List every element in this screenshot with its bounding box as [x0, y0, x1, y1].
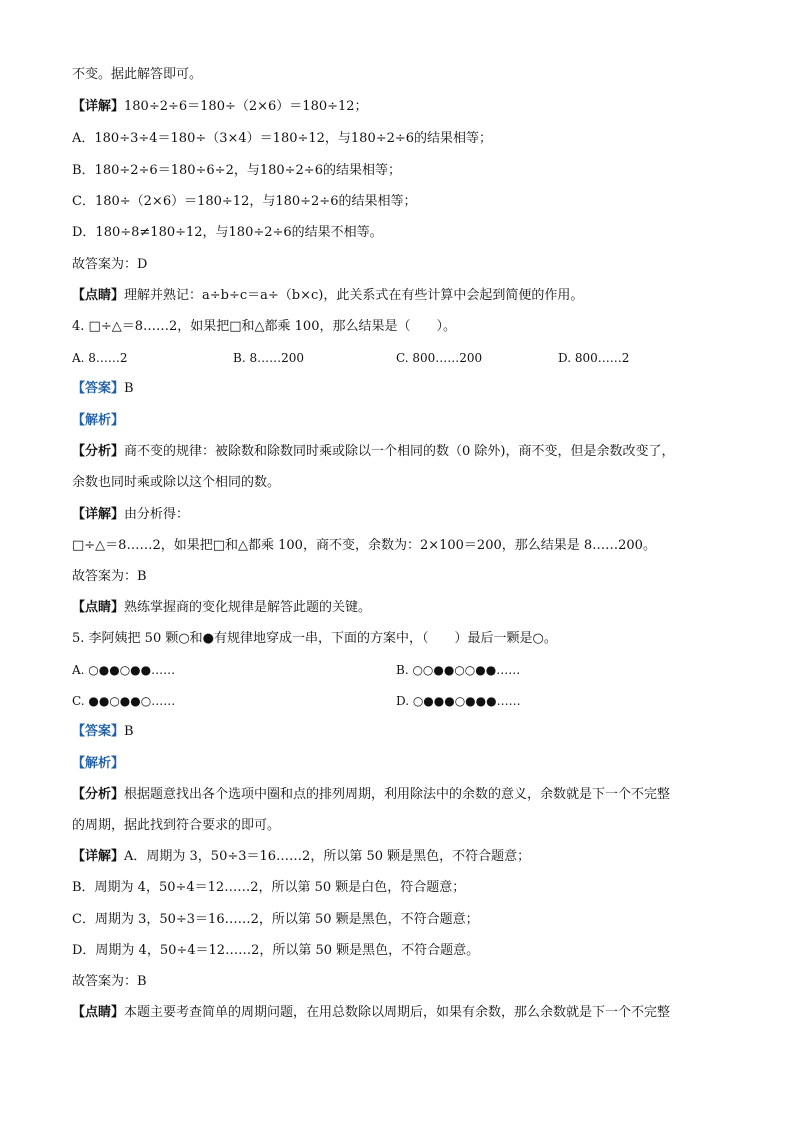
- q5-option-c: C. ●●○●●○……: [72, 694, 176, 708]
- text-line: 余数也同时乘或除以这个相同的数。: [72, 475, 281, 490]
- q4-option-a: A. 8……2: [72, 351, 128, 365]
- q4-option-d: D. 800……2: [558, 351, 630, 365]
- text-line: 故答案为：B: [72, 569, 147, 584]
- section-tag: 【点睛】: [72, 288, 125, 303]
- text-line: C．周期为 3，50÷3＝16……2，所以第 50 颗是黑色，不符合题意；: [72, 912, 479, 927]
- answer-line: 【答案】B: [72, 381, 134, 396]
- text-line: 【点睛】熟练掌握商的变化规律是解答此题的关键。: [72, 600, 372, 615]
- analysis-heading: 【解析】: [72, 756, 125, 771]
- q4-option-c: C. 800……200: [396, 351, 483, 365]
- text-line: B．180÷2÷6＝180÷6÷2，与180÷2÷6的结果相等；: [72, 163, 401, 178]
- analysis-heading: 【解析】: [72, 413, 125, 428]
- section-tag: 【点睛】: [72, 600, 125, 615]
- answer-line: 【答案】B: [72, 724, 134, 739]
- section-tag: 【详解】: [72, 99, 125, 114]
- text-line: 【详解】由分析得：: [72, 507, 190, 522]
- text-line: C．180÷（2×6）＝180÷12，与180÷2÷6的结果相等；: [72, 194, 417, 209]
- text-line: 故答案为：B: [72, 974, 147, 989]
- question-5: 5. 李阿姨把 50 颗○和●有规律地穿成一串，下面的方案中，（ ）最后一颗是○。: [72, 631, 557, 646]
- text-line: 不变。据此解答即可。: [72, 67, 203, 82]
- answer-tag: 【答案】: [72, 724, 125, 739]
- question-4: 4. □÷△＝8……2，如果把□和△都乘 100，那么结果是（ ）。: [72, 319, 456, 334]
- text-line: □÷△＝8……2，如果把□和△都乘 100，商不变，余数为：2×100＝200，那么结果是 8……200。: [72, 538, 656, 553]
- text-line: 【详解】180÷2÷6＝180÷（2×6）＝180÷12；: [72, 99, 368, 114]
- text-line: 故答案为：D: [72, 257, 148, 272]
- section-tag: 【点睛】: [72, 1005, 125, 1020]
- q5-option-b: B. ○○●●○○●●……: [396, 663, 521, 677]
- text-line: B．周期为 4，50÷4＝12……2，所以第 50 颗是白色，符合题意；: [72, 880, 466, 895]
- text-line: D．180÷8≠180÷12，与180÷2÷6的结果不相等。: [72, 225, 383, 240]
- q5-option-d: D. ○●●●○●●●……: [396, 694, 521, 708]
- text-line: 【分析】根据题意找出各个选项中圈和点的排列周期，利用除法中的余数的意义，余数就是下一个不完整: [72, 787, 671, 802]
- section-tag: 【分析】: [72, 444, 125, 459]
- text-line: 【详解】A．周期为 3，50÷3＝16……2，所以第 50 颗是黑色，不符合题意；: [72, 849, 531, 864]
- answer-tag: 【答案】: [72, 381, 125, 396]
- section-tag: 【分析】: [72, 787, 125, 802]
- text-line: 【点睛】本题主要考查简单的周期问题，在用总数除以周期后，如果有余数，那么余数就是下一个不完整: [72, 1005, 671, 1020]
- section-tag: 【详解】: [72, 507, 125, 522]
- text-line: D．周期为 4，50÷4＝12……2，所以第 50 颗是黑色，不符合题意。: [72, 943, 480, 958]
- q4-option-b: B. 8……200: [233, 351, 304, 365]
- q5-option-a: A. ○●●○●●……: [72, 663, 176, 677]
- text-line: 【点睛】理解并熟记：a÷b÷c＝a÷（b×c)，此关系式在有些计算中会起到简便的作用。: [72, 288, 584, 303]
- text-line: 【分析】商不变的规律：被除数和除数同时乘或除以一个相同的数（0 除外)，商不变，但是余数改变了，: [72, 444, 675, 459]
- text-line: A．180÷3÷4＝180÷（3×4）＝180÷12，与180÷2÷6的结果相等；: [72, 131, 493, 146]
- text-line: 的周期，据此找到符合要求的即可。: [72, 818, 281, 833]
- section-tag: 【详解】: [72, 849, 125, 864]
